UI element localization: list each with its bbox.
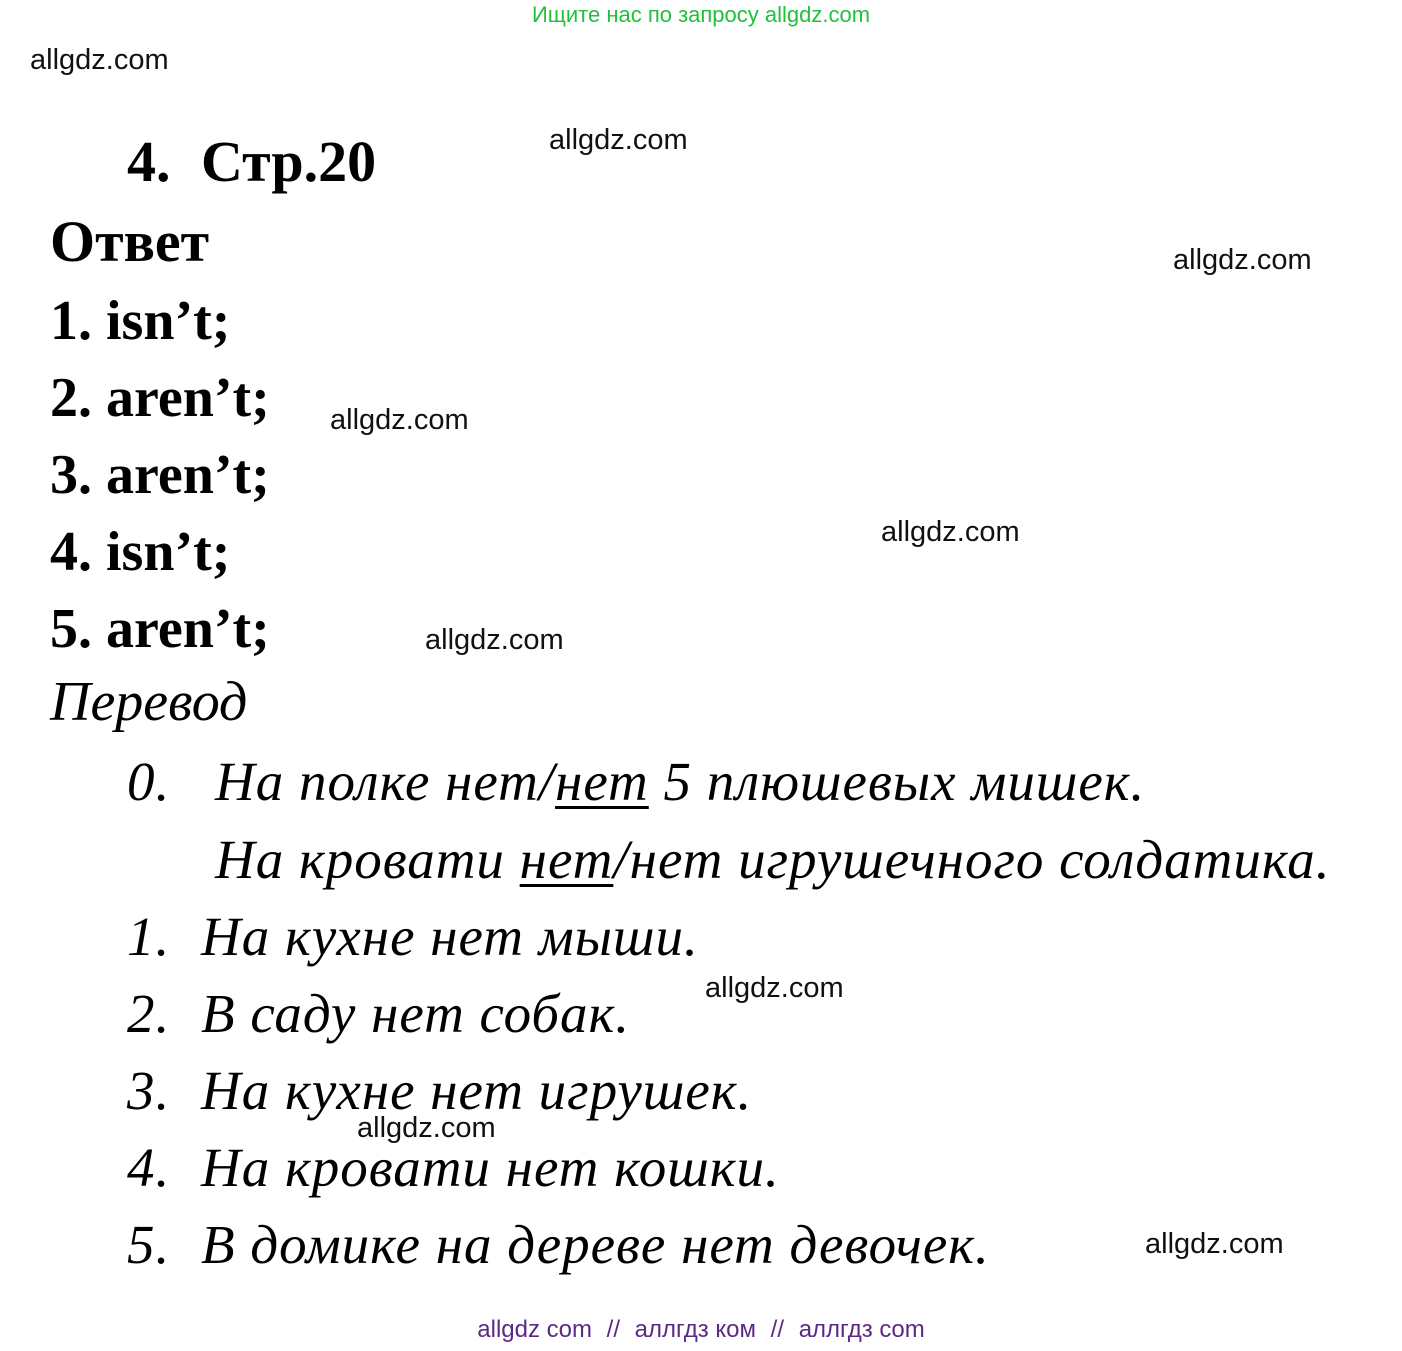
translation-item: 2. В саду нет собак. xyxy=(127,983,630,1044)
underlined-answer: нет xyxy=(519,829,614,890)
watermark: allgdz.com xyxy=(357,1112,496,1144)
watermark: allgdz.com xyxy=(330,404,469,436)
watermark: allgdz.com xyxy=(1145,1228,1284,1260)
search-banner: Ищите нас по запросу allgdz.com xyxy=(531,2,871,27)
translation-example-line2: На кровати нет/нет игрушечного солдатика. xyxy=(215,829,1331,890)
answer-item: 1. isn’t; xyxy=(50,290,231,352)
watermark: allgdz.com xyxy=(425,624,564,656)
answer-list xyxy=(50,290,270,675)
task-heading xyxy=(127,128,376,195)
footer-link[interactable]: allgdz com xyxy=(477,1316,592,1343)
answer-item: 5. aren’t; xyxy=(50,598,270,660)
task-number: 4. xyxy=(127,129,171,194)
footer-separator: // xyxy=(606,1316,620,1343)
translation-item: 1. На кухне нет мыши. xyxy=(127,906,699,967)
answer-item: 2. aren’t; xyxy=(50,367,270,429)
answer-item: 4. isn’t; xyxy=(50,521,231,583)
footer-links xyxy=(0,1316,1402,1344)
item-number: 4. xyxy=(127,1137,171,1198)
footer-link[interactable]: аллгдз com xyxy=(798,1316,925,1343)
footer-link[interactable]: аллгдз ком xyxy=(634,1316,756,1343)
watermark: allgdz.com xyxy=(881,516,1020,548)
translation-item: 3. На кухне нет игрушек. xyxy=(127,1060,753,1121)
translation-item: 4. На кровати нет кошки. xyxy=(127,1137,780,1198)
watermark: allgdz.com xyxy=(1173,244,1312,276)
footer-separator: // xyxy=(770,1316,785,1343)
translation-heading: Перевод xyxy=(50,671,248,733)
watermark: allgdz.com xyxy=(549,124,688,156)
watermark: allgdz.com xyxy=(705,972,844,1004)
answer-item: 3. aren’t; xyxy=(50,444,270,506)
task-page: Стр.20 xyxy=(201,129,377,194)
translation-item: 5. В домике на дереве нет девочек. xyxy=(127,1214,990,1275)
item-number: 3. xyxy=(127,1060,171,1121)
item-number: 0. xyxy=(127,751,171,812)
translation-example-line1: 0. На полке нет/нет 5 плюшевых мишек. xyxy=(127,751,1146,812)
item-number: 5. xyxy=(127,1214,171,1275)
watermark: allgdz.com xyxy=(30,44,169,76)
underlined-answer: нет xyxy=(555,751,649,812)
answer-heading: Ответ xyxy=(50,209,210,274)
item-number: 1. xyxy=(127,906,171,967)
item-number: 2. xyxy=(127,983,171,1044)
